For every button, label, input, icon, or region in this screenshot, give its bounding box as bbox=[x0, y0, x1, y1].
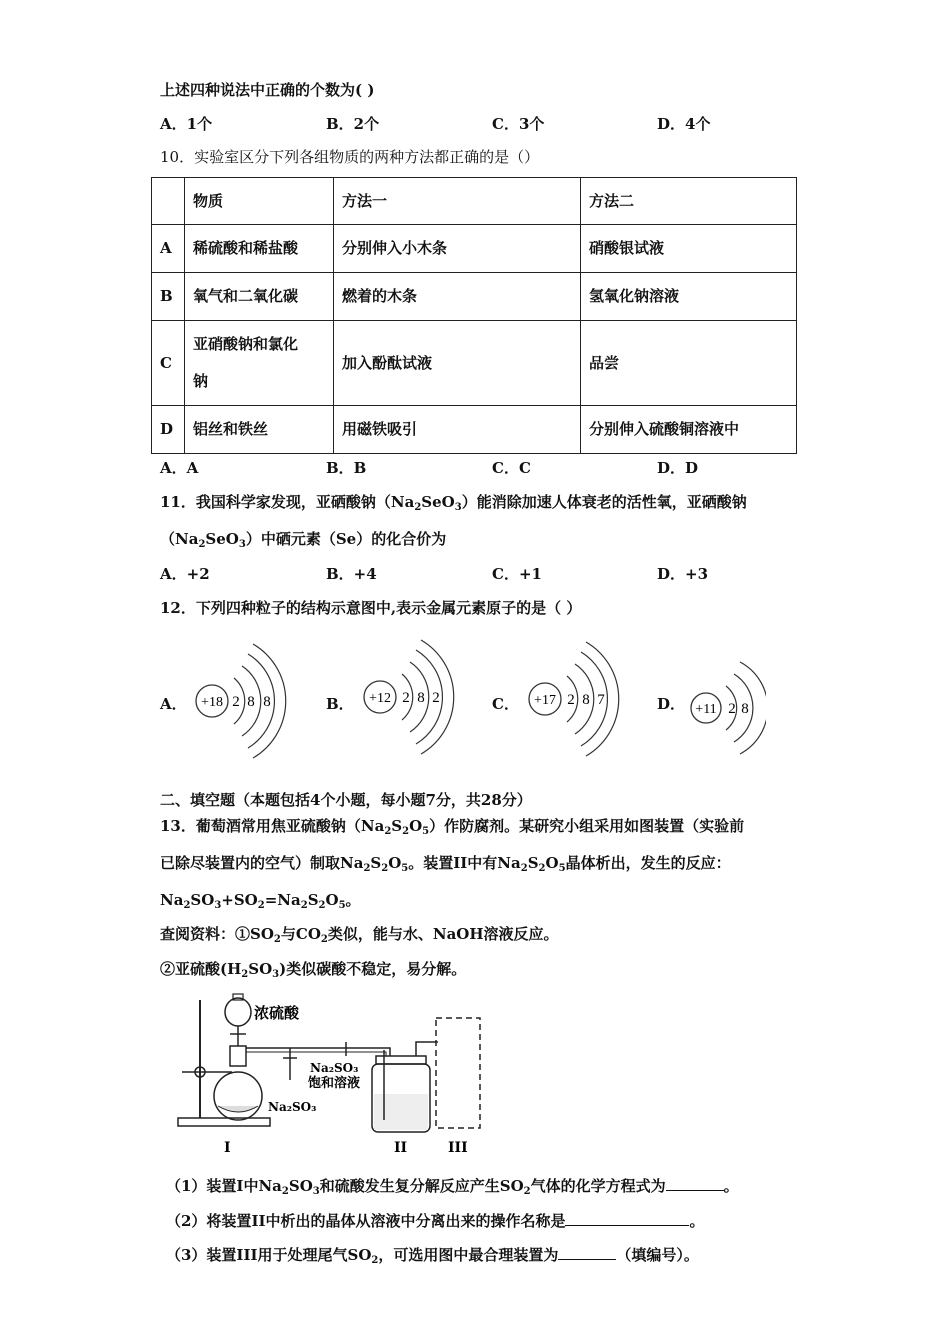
q10-option-a[interactable]: A．A bbox=[160, 459, 199, 477]
row-substance: 氧气和二氧化碳 bbox=[185, 273, 334, 321]
q11-option-d[interactable]: D．+3 bbox=[657, 565, 709, 583]
q9-option-a[interactable]: A．1个 bbox=[160, 115, 213, 133]
atom-diagram-d bbox=[686, 650, 766, 770]
q13-reference-2: ②亚硫酸$(H_2SO_3)$类似碳酸不稳定，易分解。 bbox=[160, 960, 467, 980]
svg-text:2: 2 bbox=[402, 690, 410, 706]
svg-text:8: 8 bbox=[247, 694, 255, 710]
q13-part1: （1）装置I中$Na_2SO_3$和硫酸发生复分解反应产生$SO_2$气体的化学方程式为 。 bbox=[166, 1177, 739, 1197]
q9-option-b[interactable]: B．2个 bbox=[326, 115, 380, 133]
svg-text:+11: +11 bbox=[695, 702, 717, 717]
row-method1: 燃着的木条 bbox=[334, 273, 581, 321]
svg-text:7: 7 bbox=[597, 692, 605, 708]
q12-option-c-label[interactable]: C． bbox=[492, 695, 519, 713]
svg-text:8: 8 bbox=[741, 701, 749, 717]
row-method2: 品尝 bbox=[581, 321, 797, 406]
q10-option-b[interactable]: B．B bbox=[326, 459, 367, 477]
row-method1: 用磁铁吸引 bbox=[334, 406, 581, 454]
svg-text:+17: +17 bbox=[534, 693, 556, 708]
row-method2: 氢氧化钠溶液 bbox=[581, 273, 797, 321]
q12-stem: 12．下列四种粒子的结构示意图中,表示金属元素原子的是（ ） bbox=[160, 599, 582, 617]
row-key: D bbox=[152, 406, 185, 454]
row-substance bbox=[185, 321, 334, 406]
q12-option-b-label[interactable]: B． bbox=[326, 695, 354, 713]
row-substance-line2: 钠 bbox=[193, 372, 209, 390]
svg-text:+18: +18 bbox=[201, 695, 223, 710]
q13-part3: （3）装置III用于处理尾气$SO_2$，可选用图中最合理装置为 （填编号）。 bbox=[166, 1246, 699, 1266]
device-label-ii: II bbox=[394, 1140, 408, 1156]
table-row bbox=[152, 406, 797, 454]
header-substance: 物质 bbox=[185, 178, 334, 225]
q11-option-a[interactable]: A．+2 bbox=[160, 565, 210, 583]
svg-text:8: 8 bbox=[263, 694, 271, 710]
row-method2: 分别伸入硫酸铜溶液中 bbox=[581, 406, 797, 454]
round-flask bbox=[214, 1072, 262, 1120]
stand-base bbox=[178, 1118, 270, 1126]
svg-text:2: 2 bbox=[432, 690, 440, 706]
row-method2: 硝酸银试液 bbox=[581, 225, 797, 273]
answer-blank-3[interactable] bbox=[558, 1245, 616, 1260]
q11-option-b[interactable]: B．+4 bbox=[326, 565, 377, 583]
row-method1: 加入酚酞试液 bbox=[334, 321, 581, 406]
solution-label-1: Na₂SO₃ bbox=[310, 1061, 359, 1075]
q10-option-c[interactable]: C．C bbox=[492, 459, 531, 477]
q9-option-c[interactable]: C．3个 bbox=[492, 115, 545, 133]
q10-option-d[interactable]: D．D bbox=[657, 459, 699, 477]
row-key: A bbox=[152, 225, 185, 273]
q13-equation: $Na_2SO_3+SO_2=Na_2S_2O_5$。 bbox=[160, 891, 361, 911]
device-label-i: I bbox=[224, 1140, 231, 1156]
q10-stem: 10．实验室区分下列各组物质的两种方法都正确的是（） bbox=[160, 148, 540, 166]
svg-text:8: 8 bbox=[417, 690, 425, 706]
svg-text:2: 2 bbox=[567, 692, 575, 708]
answer-blank-1[interactable] bbox=[666, 1176, 724, 1191]
separatory-funnel bbox=[225, 998, 251, 1026]
atom-diagram-c bbox=[523, 638, 623, 768]
q12-option-d-label[interactable]: D． bbox=[657, 695, 686, 713]
acid-label: 浓硫酸 bbox=[254, 1004, 300, 1022]
device-iii-placeholder bbox=[436, 1018, 480, 1128]
q13-part2: （2）将装置II中析出的晶体从溶液中分离出来的操作名称是 。 bbox=[166, 1212, 705, 1230]
apparatus-figure bbox=[170, 990, 500, 1160]
svg-text:2: 2 bbox=[728, 701, 736, 717]
row-key: B bbox=[152, 273, 185, 321]
row-substance: 铝丝和铁丝 bbox=[185, 406, 334, 454]
solution-label-2: 饱和溶液 bbox=[308, 1076, 361, 1091]
table-row bbox=[152, 273, 797, 321]
table-header-row bbox=[152, 178, 797, 225]
table-row bbox=[152, 225, 797, 273]
q11-line2: $(Na_2SeO_3)$中硒元素（Se）的化合价为 bbox=[160, 530, 447, 550]
section-heading: 二、填空题（本题包括4个小题，每小题7分，共28分） bbox=[160, 791, 532, 809]
svg-text:2: 2 bbox=[232, 694, 240, 710]
q11-line1: 11．我国科学家发现，亚硒酸钠$(Na_2SeO_3)$能消除加速人体衰老的活性氧，亚硒酸钠 bbox=[160, 493, 747, 513]
q12-option-a-label[interactable]: A． bbox=[160, 695, 187, 713]
q13-line1: 13．葡萄酒常用焦亚硫酸钠$(Na_2S_2O_5)$作防腐剂。某研究小组采用如图装置（实验前 bbox=[160, 817, 745, 837]
header-method2: 方法二 bbox=[581, 178, 797, 225]
device-label-iii: III bbox=[448, 1140, 468, 1156]
header-key bbox=[152, 178, 185, 225]
q13-line2: 已除尽装置内的空气）制取$Na_2S_2O_5$。装置II中有$Na_2S_2O_5$晶体析出，发生的反应： bbox=[160, 854, 731, 874]
row-key: C bbox=[152, 321, 185, 406]
atom-diagram-a bbox=[190, 640, 290, 770]
q11-option-c[interactable]: C．+1 bbox=[492, 565, 542, 583]
answer-blank-2[interactable] bbox=[565, 1211, 689, 1226]
row-substance: 稀硫酸和稀盐酸 bbox=[185, 225, 334, 273]
row-substance-line1: 亚硝酸钠和氯化 bbox=[193, 335, 299, 353]
q9-option-d[interactable]: D．4个 bbox=[657, 115, 711, 133]
header-method1: 方法一 bbox=[334, 178, 581, 225]
svg-text:8: 8 bbox=[582, 692, 590, 708]
table-row bbox=[152, 321, 797, 406]
q10-table bbox=[151, 177, 797, 454]
solid-label: Na₂SO₃ bbox=[268, 1100, 317, 1114]
atom-diagram-b bbox=[358, 636, 458, 766]
q13-reference-1: 查阅资料：$①SO_2$与$CO_2$类似，能与水、NaOH溶液反应。 bbox=[160, 925, 559, 945]
svg-text:+12: +12 bbox=[369, 691, 391, 706]
q9-stem: 上述四种说法中正确的个数为( ) bbox=[160, 81, 375, 99]
row-method1: 分别伸入小木条 bbox=[334, 225, 581, 273]
